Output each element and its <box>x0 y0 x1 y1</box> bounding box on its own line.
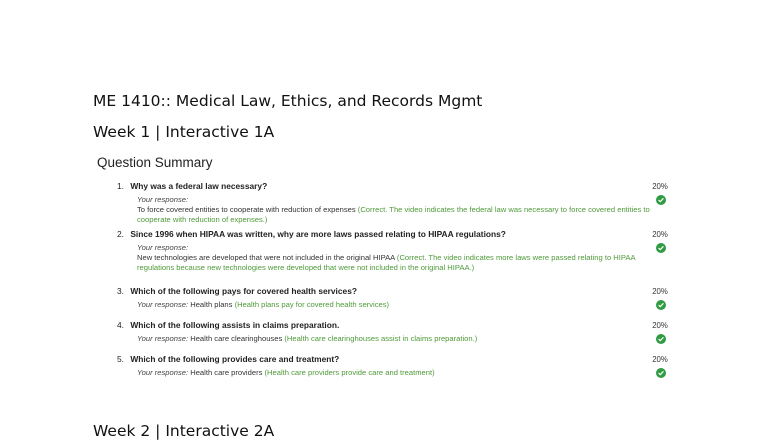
question-item <box>117 354 672 384</box>
question-response <box>137 368 672 378</box>
question-response <box>137 243 672 273</box>
response-feedback: (Health care providers provide care and treatment) <box>264 368 435 377</box>
question-number: 5. <box>117 354 124 364</box>
question-response <box>137 195 672 225</box>
response-feedback: (Health plans pay for covered health services) <box>234 300 390 309</box>
check-circle-icon <box>656 300 666 310</box>
question-response <box>137 300 672 310</box>
response-label: Your response: <box>137 368 189 377</box>
check-circle-icon <box>656 195 666 205</box>
question-text: Which of the following assists in claims preparation. <box>130 320 340 330</box>
question-item <box>117 229 672 286</box>
question-number: 3. <box>117 286 124 296</box>
question-text: Why was a federal law necessary? <box>130 181 268 191</box>
question-response <box>137 334 672 344</box>
question-item <box>117 181 672 229</box>
question-number: 1. <box>117 181 124 191</box>
question-text: Which of the following pays for covered health services? <box>130 286 357 296</box>
check-circle-icon <box>656 334 666 344</box>
response-feedback: (Correct. The video indicates the federal law was necessary to force covered entities to cooperate with reduction of expenses.) <box>137 205 650 224</box>
response-text: To force covered entities to cooperate with reduction of expenses <box>137 205 356 214</box>
response-text: New technologies are developed that were not included in the original HIPAA <box>137 253 395 262</box>
question-number: 2. <box>117 229 124 239</box>
question-score: 20% <box>652 182 668 191</box>
response-label: Your response: <box>137 334 189 343</box>
response-label: Your response: <box>137 195 189 204</box>
question-text: Since 1996 when HIPAA was written, why are more laws passed relating to HIPAA regulations? <box>130 229 506 239</box>
question-item <box>117 286 672 320</box>
response-text: Health care providers <box>190 368 263 377</box>
response-text: Health care clearinghouses <box>190 334 283 343</box>
course-title: ME 1410:: Medical Law, Ethics, and Records Mgmt <box>93 92 483 110</box>
question-score: 20% <box>652 287 668 296</box>
question-score: 20% <box>652 321 668 330</box>
question-score: 20% <box>652 230 668 239</box>
response-feedback: (Health care clearinghouses assist in claims preparation.) <box>284 334 478 343</box>
question-summary-panel <box>97 155 672 384</box>
response-label: Your response: <box>137 300 189 309</box>
question-text: Which of the following provides care and treatment? <box>130 354 340 364</box>
question-item <box>117 320 672 354</box>
response-label: Your response: <box>137 243 189 252</box>
check-circle-icon <box>656 243 666 253</box>
check-circle-icon <box>656 368 666 378</box>
week-2-heading: Week 2 | Interactive 2A <box>93 422 275 440</box>
question-number: 4. <box>117 320 124 330</box>
question-summary-title: Question Summary <box>97 155 213 170</box>
response-feedback: (Correct. The video indicates more laws were passed relating to HIPAA regulations because new technologies were developed that were not included in the original HIPAA.) <box>137 253 636 272</box>
question-score: 20% <box>652 355 668 364</box>
week-1-heading: Week 1 | Interactive 1A <box>93 123 275 141</box>
response-text: Health plans <box>190 300 233 309</box>
